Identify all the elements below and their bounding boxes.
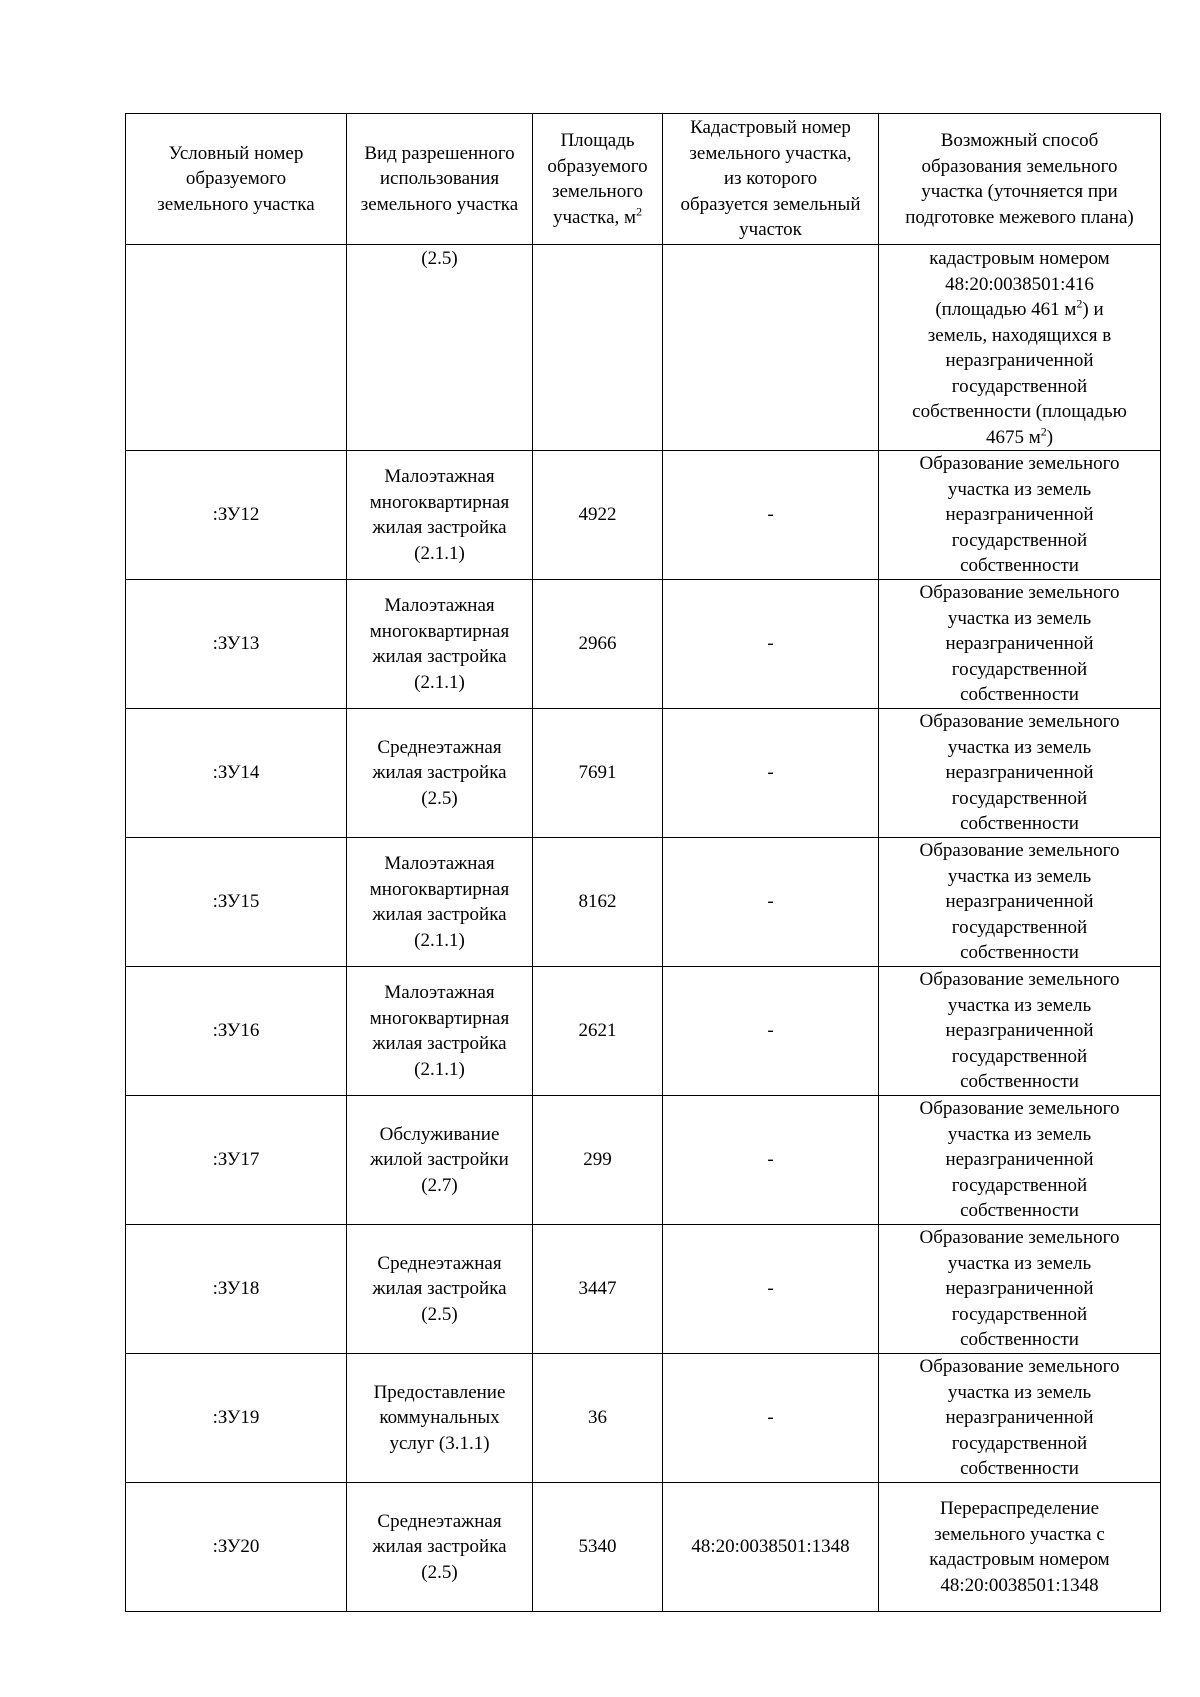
cell-plot-number: :ЗУ16 [126,967,347,1096]
cell-plot-number: :ЗУ12 [126,451,347,580]
cell-formation-method: Перераспределение земельного участка с кадастровым номером 48:20:0038501:1348 [879,1483,1161,1612]
cell-permitted-use: Обслуживание жилой застройки (2.7) [347,1096,533,1225]
area-unit-exponent: 2 [1040,424,1047,439]
header-source-cadastral-number: Кадастровый номер земельного участка, из которого образуется земельный участок [663,114,879,245]
cell-permitted-use: Среднеэтажная жилая застройка (2.5) [347,709,533,838]
cell-permitted-use: Малоэтажная многоквартирная жилая застройка (2.1.1) [347,451,533,580]
cell-formation-method: Образование земельного участка из земель неразграниченной государственной собственности [879,1096,1161,1225]
table-row [126,580,1161,709]
cell-permitted-use: Малоэтажная многоквартирная жилая застройка (2.1.1) [347,838,533,967]
cell-area: 299 [533,1096,663,1225]
header-permitted-use: Вид разрешенного использования земельного участка [347,114,533,245]
cell-plot-number: :ЗУ17 [126,1096,347,1225]
cell-cadastral-number: - [663,838,879,967]
cell-permitted-use: (2.5) [347,245,533,451]
header-area-text: Площадь образуемого земельного участка, м [547,130,648,228]
cell-plot-number: :ЗУ19 [126,1354,347,1483]
cell-plot-number [126,245,347,451]
land-plots-table [125,113,1161,1612]
cell-cadastral-number: - [663,709,879,838]
header-area [533,114,663,245]
cell-permitted-use: Предоставление коммунальных услуг (3.1.1) [347,1354,533,1483]
cell-cadastral-number: - [663,967,879,1096]
cell-formation-method: Образование земельного участка из земель неразграниченной государственной собственности [879,1225,1161,1354]
cell-plot-number: :ЗУ15 [126,838,347,967]
table-row [126,967,1161,1096]
header-formation-method: Возможный способ образования земельного участка (уточняется при подготовке межевого плана) [879,114,1161,245]
cell-cadastral-number: - [663,1354,879,1483]
table-header-row [126,114,1161,245]
table-row-continuation [126,245,1161,451]
cell-plot-number: :ЗУ18 [126,1225,347,1354]
cell-area: 5340 [533,1483,663,1612]
table-row [126,1225,1161,1354]
cell-cadastral-number: 48:20:0038501:1348 [663,1483,879,1612]
table-row [126,1483,1161,1612]
table-row [126,838,1161,967]
table-row [126,1354,1161,1483]
cell-formation-method: Образование земельного участка из земель неразграниченной государственной собственности [879,451,1161,580]
cell-permitted-use: Среднеэтажная жилая застройка (2.5) [347,1483,533,1612]
cell-area: 8162 [533,838,663,967]
cell-area: 7691 [533,709,663,838]
cell-area: 4922 [533,451,663,580]
cell-cadastral-number [663,245,879,451]
area-unit-exponent: 2 [1076,296,1083,311]
cell-cadastral-number: - [663,1225,879,1354]
cell-area: 2966 [533,580,663,709]
cell-cadastral-number: - [663,451,879,580]
cell-plot-number: :ЗУ13 [126,580,347,709]
cell-formation-method [879,245,1161,451]
cell-plot-number: :ЗУ14 [126,709,347,838]
cell-cadastral-number: - [663,1096,879,1225]
cell-permitted-use: Малоэтажная многоквартирная жилая застройка (2.1.1) [347,580,533,709]
header-area-unit-exponent: 2 [636,204,643,219]
method-text-part: ) [1046,426,1054,448]
table-row [126,709,1161,838]
cell-formation-method: Образование земельного участка из земель неразграниченной государственной собственности [879,967,1161,1096]
cell-formation-method: Образование земельного участка из земель неразграниченной государственной собственности [879,1354,1161,1483]
cell-cadastral-number: - [663,580,879,709]
cell-formation-method: Образование земельного участка из земель неразграниченной государственной собственности [879,709,1161,838]
cell-area: 3447 [533,1225,663,1354]
cell-area: 36 [533,1354,663,1483]
cell-area [533,245,663,451]
method-text-part: кадастровым номером 48:20:0038501:416 (площадью 461 м [929,248,1110,320]
table-row [126,451,1161,580]
cell-permitted-use: Малоэтажная многоквартирная жилая застройка (2.1.1) [347,967,533,1096]
header-plot-number: Условный номер образуемого земельного участка [126,114,347,245]
cell-permitted-use: Среднеэтажная жилая застройка (2.5) [347,1225,533,1354]
cell-formation-method: Образование земельного участка из земель неразграниченной государственной собственности [879,838,1161,967]
table-row [126,1096,1161,1225]
cell-area: 2621 [533,967,663,1096]
cell-formation-method: Образование земельного участка из земель неразграниченной государственной собственности [879,580,1161,709]
cell-plot-number: :ЗУ20 [126,1483,347,1612]
method-text-part: ) и земель, находящихся в неразграниченной государственной собственности (площадью 4675 м [912,299,1127,448]
